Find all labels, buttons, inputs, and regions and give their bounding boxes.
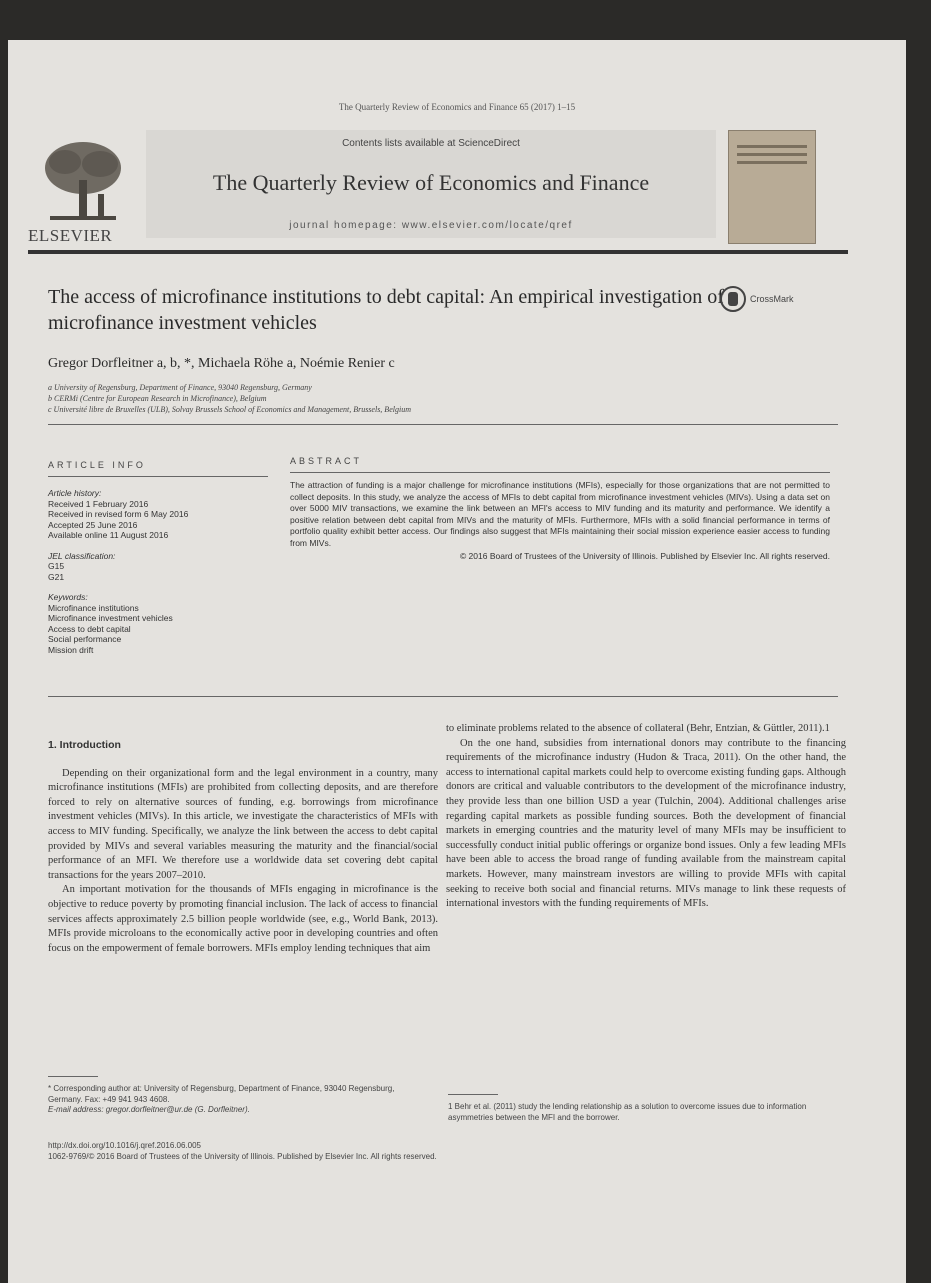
jel-item: G15: [48, 561, 65, 571]
keyword: Access to debt capital: [48, 623, 131, 634]
section-heading: 1. Introduction: [48, 739, 121, 751]
paragraph: Depending on their organizational form and the legal environment in a country, many microfinance institutions (MFIs) are prohibited from collecting deposits, and are therefore forced to rely on alternative sources of funding, e.g. borrowings from microfinance investment vehicles (MIVs). In this article, we investigate the characteristics of MFIs with access to MIV funding. Specifically, we analyze the link between the access to debt capital provided by MIVs and several variables measuring the maturity and the financial/social performance of an MFI. We therefore use a worldwide data set covering debt capital transactions for the years 2007–2010.: [48, 767, 438, 881]
body-column-left: [48, 738, 438, 956]
footnote-rule: [448, 1094, 498, 1095]
affiliation-a: a University of Regensburg, Department of Finance, 93040 Regensburg, Germany: [48, 383, 312, 392]
paragraph: On the one hand, subsidies from international donors may contribute to the financing requirements of the microfinance industry (Hudon & Traca, 2011). On the other hand, the access to international capital markets could help to overcome existing funding gaps. Although donors are critical and valuable contributors to the development of the microfinance industry, they provide less than one billion USD a year (Tulchin, 2004). Additional challenges arise regarding capital markets as possible funding sources. Both the development of financial markets in emerging countries and the maturity level of many MFIs may be insufficient to successfully conduct initial public offerings or organize bond issues. Only a few leading MFIs have been able to access the broad range of funding available from the mainstream capital markets. However, many mainstream investors are willing to provide MFIs with capital seeking to receive both social and financial returns. MIVs manage to link these requests of international investors with the funding requirements of MFIs.: [446, 737, 846, 910]
keywords-label: Keywords:: [48, 592, 88, 602]
journal-cover-thumbnail: [728, 130, 816, 244]
abstract-copyright: © 2016 Board of Trustees of the University of Illinois. Published by Elsevier Inc. All rights reserved.: [459, 551, 830, 561]
crossmark-icon: [720, 286, 746, 312]
history-item: Received 1 February 2016: [48, 498, 149, 509]
paper-page: [8, 40, 906, 1283]
elsevier-tree-icon: [40, 138, 126, 224]
contents-line: Contents lists available at ScienceDirect: [342, 138, 520, 149]
history-item: Received in revised form 6 May 2016: [48, 509, 189, 519]
keyword: Social performance: [48, 634, 122, 644]
abstract-label: ABSTRACT: [290, 456, 363, 466]
corresponding-author: * Corresponding author at: University of Regensburg, Department of Finance, 93040 Regensburg, Germany. Fax: +49 941 943 4608.: [48, 1084, 395, 1104]
keyword: Microfinance investment vehicles: [48, 613, 173, 623]
article-info: [48, 488, 268, 655]
affiliations: [48, 382, 411, 415]
keyword: Mission drift: [48, 644, 94, 655]
body-column-right: [446, 722, 846, 912]
footnote-1: 1 Behr et al. (2011) study the lending relationship as a solution to overcome issues due to information asymmetries between the MFI and the borrower.: [448, 1102, 807, 1122]
divider: [290, 472, 830, 473]
divider: [48, 424, 838, 425]
journal-citation-line: The Quarterly Review of Economics and Finance 65 (2017) 1–15: [338, 102, 576, 112]
elsevier-logo: [28, 138, 138, 250]
crossmark-label: CrossMark: [750, 294, 794, 304]
history-label: Article history:: [48, 488, 102, 498]
history-item: Accepted 25 June 2016: [48, 519, 138, 530]
affiliation-c: c Université libre de Bruxelles (ULB), Solvay Brussels School of Economics and Management, Brussels, Belgium: [48, 405, 411, 414]
history-item: Available online 11 August 2016: [48, 530, 169, 540]
crossmark-badge[interactable]: [720, 286, 794, 312]
paragraph: An important motivation for the thousands of MFIs engaging in microfinance is the objective to reduce poverty by promoting financial inclusion. The lack of access to financial services affects approximately 2.5 billion people worldwide (see, e.g., World Bank, 2013). MFIs provide microloans to the economically active poor in developing countries and often focus on the empowerment of female borrowers. MFIs employ lending techniques that aim: [48, 884, 438, 954]
authors-line: Gregor Dorfleitner a, b, *, Michaela Röhe a, Noémie Renier c: [48, 356, 395, 371]
corresponding-author-note: [48, 1084, 428, 1116]
footnote-rule: [48, 1076, 98, 1077]
affiliation-b: b CERMi (Centre for European Research in Microfinance), Belgium: [48, 394, 267, 403]
paragraph: to eliminate problems related to the absence of collateral (Behr, Entzian, & Güttler, 2011).1: [446, 723, 830, 734]
issn-line: 1062-9769/© 2016 Board of Trustees of the University of Illinois. Published by Elsevier Inc. All rights reserved.: [48, 1152, 437, 1161]
journal-title: The Quarterly Review of Economics and Finance: [212, 170, 650, 195]
abstract-text: The attraction of funding is a major challenge for microfinance institutions (MFIs), especially for those organizations that are not permitted to collect deposits. In this study, we analyze the access of MFIs to debt capital from microfinance investment vehicles (MIVs). Using a data set on over 5000 MIV transactions, we examine the link between an MFI's access to MIV funding and its maturity and performance. We identify a positive relation between debt capital from MIVs and the maturity of MFIs. Furthermore, MFIs with a solid financial performance in terms of portfolio quality exhibit better access. Our findings also suggest that MFIs maintaining their social mission experience easier access to funding from MIVs.: [290, 480, 830, 548]
abstract: [290, 480, 830, 563]
journal-header: [28, 130, 848, 254]
jel-label: JEL classification:: [48, 550, 116, 561]
article-info-label: ARTICLE INFO: [48, 460, 146, 470]
keyword: Microfinance institutions: [48, 602, 139, 613]
jel-item: G21: [48, 571, 65, 582]
doi-block: [48, 1140, 437, 1162]
divider: [48, 696, 838, 697]
divider: [48, 476, 268, 477]
article-title: The access of microfinance institutions to debt capital: An empirical investigation of microfinance investment vehicles: [48, 286, 724, 334]
email-line: E-mail address: gregor.dorfleitner@ur.de (G. Dorfleitner).: [48, 1105, 250, 1114]
journal-banner: [146, 130, 716, 238]
doi-link[interactable]: http://dx.doi.org/10.1016/j.qref.2016.06.005: [48, 1141, 202, 1150]
journal-homepage: journal homepage: www.elsevier.com/locate/qref: [289, 220, 573, 231]
publisher-name: ELSEVIER: [28, 226, 113, 245]
